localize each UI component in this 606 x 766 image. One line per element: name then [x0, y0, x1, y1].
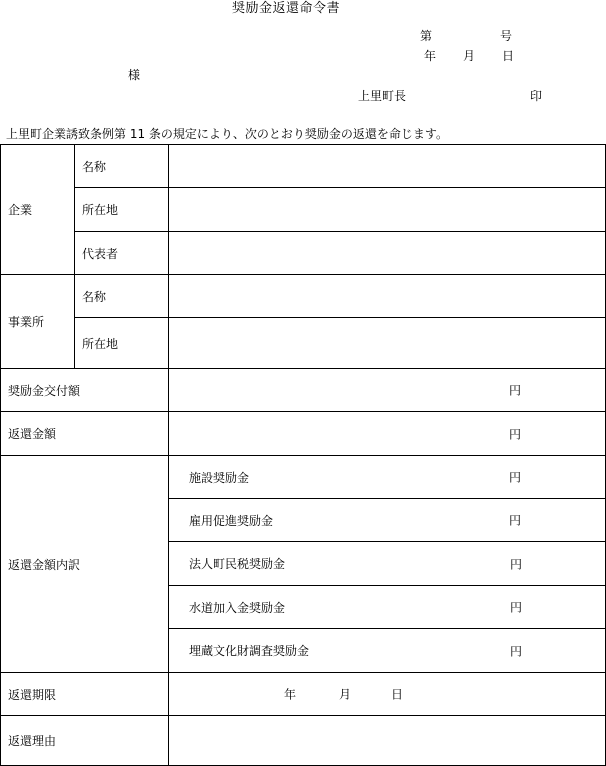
reason-label: 返還理由	[1, 716, 169, 766]
refund-amount-label: 返還金額	[1, 412, 169, 456]
breakdown-item-label: 雇用促進奨励金	[189, 513, 274, 528]
breakdown-water[interactable]	[169, 586, 606, 629]
issue-date-year: 年	[424, 49, 437, 63]
office-name-label: 名称	[75, 275, 169, 318]
intro-text: 上里町企業誘致条例第 11 条の規定により、次のとおり奨励金の返還を命じます。	[6, 127, 448, 141]
breakdown-employment[interactable]	[169, 499, 606, 542]
yen-unit: 円	[509, 427, 522, 441]
yen-unit: 円	[509, 383, 522, 398]
breakdown-cultural[interactable]	[169, 629, 606, 673]
refund-order-form	[0, 144, 606, 766]
company-rep-label: 代表者	[75, 232, 169, 275]
yen-unit: 円	[510, 557, 523, 571]
deadline-label: 返還期限	[1, 673, 169, 716]
addressee-suffix: 様	[128, 68, 141, 82]
company-name-field[interactable]	[169, 145, 606, 188]
yen-unit: 円	[510, 600, 523, 615]
issuer-name: 上里町長	[358, 89, 407, 103]
deadline-year: 年	[284, 687, 297, 702]
deadline-field[interactable]	[169, 673, 606, 716]
company-header: 企業	[1, 145, 75, 275]
office-header: 事業所	[1, 275, 75, 369]
breakdown-item-label: 埋蔵文化財調査奨励金	[189, 644, 310, 658]
office-address-label: 所在地	[75, 318, 169, 369]
document-title: 奨励金返還命令書	[232, 1, 341, 16]
office-address-field[interactable]	[169, 318, 606, 369]
yen-unit: 円	[510, 644, 523, 658]
breakdown-item-label: 法人町民税奨励金	[189, 557, 286, 571]
breakdown-corporate-tax[interactable]	[169, 542, 606, 586]
company-rep-field[interactable]	[169, 232, 606, 275]
breakdown-item-label: 施設奨励金	[189, 470, 250, 485]
number-label: 第	[420, 29, 433, 43]
number-suffix: 号	[500, 29, 513, 43]
issue-date-day: 日	[502, 49, 515, 63]
breakdown-header: 返還金額内訳	[1, 456, 169, 673]
breakdown-facility[interactable]	[169, 456, 606, 499]
yen-unit: 円	[509, 470, 522, 485]
company-name-label: 名称	[75, 145, 169, 188]
office-name-field[interactable]	[169, 275, 606, 318]
issue-date-month: 月	[463, 49, 476, 63]
company-address-field[interactable]	[169, 188, 606, 232]
grant-amount-label: 奨励金交付額	[1, 369, 169, 412]
seal-mark: 印	[530, 89, 543, 103]
reason-field[interactable]	[169, 716, 606, 766]
grant-amount-field[interactable]	[169, 369, 606, 412]
refund-amount-field[interactable]	[169, 412, 606, 456]
company-address-label: 所在地	[75, 188, 169, 232]
breakdown-item-label: 水道加入金奨励金	[189, 600, 286, 615]
deadline-day: 日	[391, 687, 404, 702]
deadline-month: 月	[339, 687, 352, 702]
yen-unit: 円	[509, 513, 522, 528]
